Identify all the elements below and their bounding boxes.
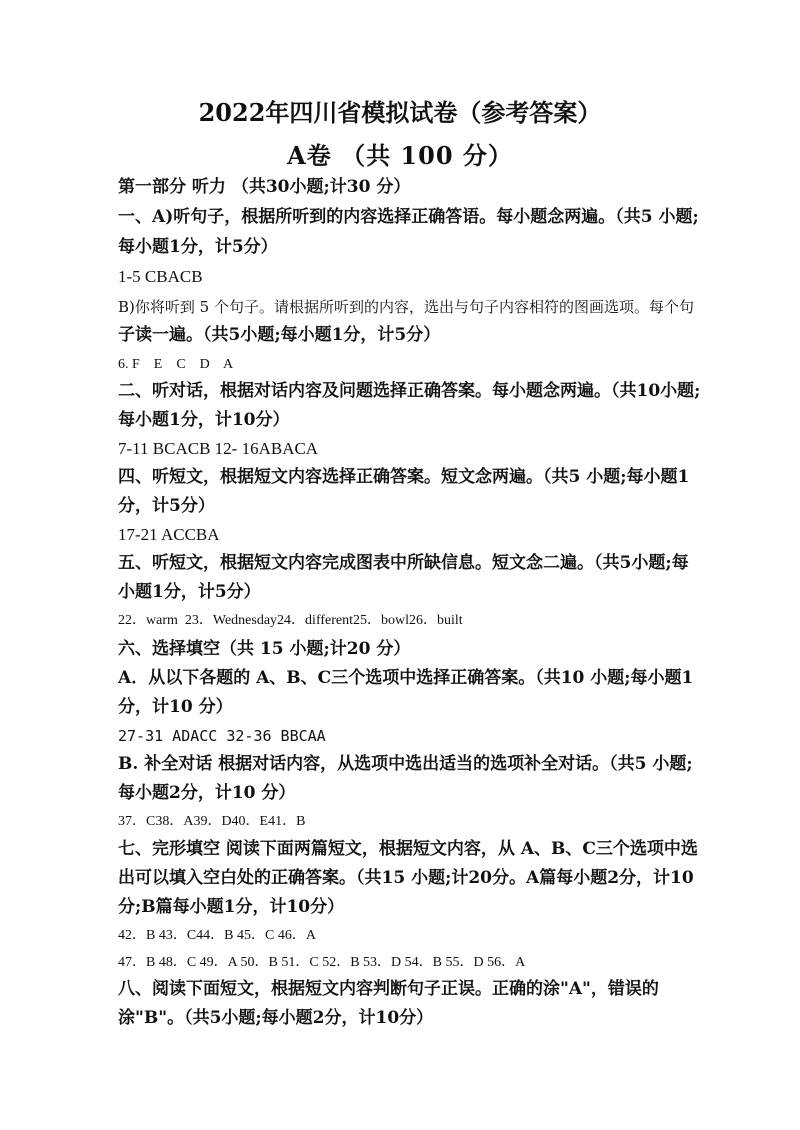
section-6a-instructions: A．从以下各题的 A、B、C三个选项中选择正确答案。（共10 小题;每小题1 bbox=[118, 668, 694, 688]
part-one-heading: 第一部分 听力 （共30小题;计30 分） bbox=[118, 177, 411, 197]
answers-22-26: 22．warm 23．Wednesday24．different25．bowl26．built bbox=[118, 613, 463, 628]
section-6b-scoring: 每小题2分，计10 分） bbox=[118, 783, 296, 803]
section-7-scoring: 分;B篇每小题1分，计10分） bbox=[118, 897, 345, 917]
answers-42-46: 42．B 43．C44．B 45．C 46．A bbox=[118, 928, 316, 943]
section-6a-scoring: 分，计10 分） bbox=[118, 697, 233, 717]
section-8-instructions: 八、阅读下面短文，根据短文内容判断句子正误。正确的涂"A"，错误的 bbox=[118, 979, 659, 999]
section-1b-instructions: B)你将听到 5 个句子。请根据所听到的内容，选出与句子内容相符的图画选项。每个句 bbox=[118, 298, 694, 316]
section-2-instructions: 二、听对话，根据对话内容及问题选择正确答案。每小题念两遍。（共10小题; bbox=[118, 381, 701, 401]
answers-17-21: 17-21 ACCBA bbox=[118, 525, 220, 544]
section-2-scoring: 每小题1分，计10分） bbox=[118, 410, 290, 430]
section-8-scoring: 涂"B"。（共5小题;每小题2分，计10分） bbox=[118, 1008, 434, 1028]
section-1a-instructions: 一、A)听句子，根据所听到的内容选择正确答语。每小题念两遍。（共5 小题; bbox=[118, 207, 699, 227]
section-5-instructions: 五、听短文，根据短文内容完成图表中所缺信息。短文念二遍。（共5小题;每 bbox=[118, 553, 689, 573]
section-7-instructions: 七、完形填空 阅读下面两篇短文，根据短文内容，从 A、B、C三个选项中选 bbox=[118, 839, 698, 859]
answers-1-5: 1-5 CBACB bbox=[118, 267, 203, 286]
answers-7-16: 7-11 BCACB 12- 16ABACA bbox=[118, 439, 319, 458]
page-title: 2022年四川省模拟试卷（参考答案） bbox=[198, 98, 602, 127]
section-7-instructions-cont: 出可以填入空白处的正确答案。（共15 小题;计20分。A篇每小题2分，计10 bbox=[118, 868, 694, 888]
section-1b-scoring: 子读一遍。（共5小题;每小题1分，计5分） bbox=[118, 325, 441, 345]
answers-47-56: 47．B 48．C 49．A 50．B 51．C 52．B 53．D 54．B 55．D 56．A bbox=[118, 955, 526, 970]
section-6b-instructions: B. 补全对话 根据对话内容，从选项中选出适当的选项补全对话。（共5 小题; bbox=[118, 754, 693, 774]
section-6-heading: 六、选择填空（共 15 小题;计20 分） bbox=[118, 639, 411, 659]
section-5-scoring: 小题1分，计5分） bbox=[118, 582, 261, 602]
answers-6: 6. F E C D A bbox=[118, 357, 234, 372]
section-4-instructions: 四、听短文，根据短文内容选择正确答案。短文念两遍。（共5 小题;每小题1 bbox=[118, 467, 690, 487]
page-subtitle: A卷 （共 100 分） bbox=[287, 141, 513, 170]
section-4-scoring: 分，计5分） bbox=[118, 496, 215, 516]
answers-37-41: 37．C38．A39．D40．E41．B bbox=[118, 814, 306, 829]
answers-27-36: 27-31 ADACC 32-36 BBCAA bbox=[118, 727, 326, 745]
section-1a-scoring: 每小题1分，计5分） bbox=[118, 237, 278, 257]
